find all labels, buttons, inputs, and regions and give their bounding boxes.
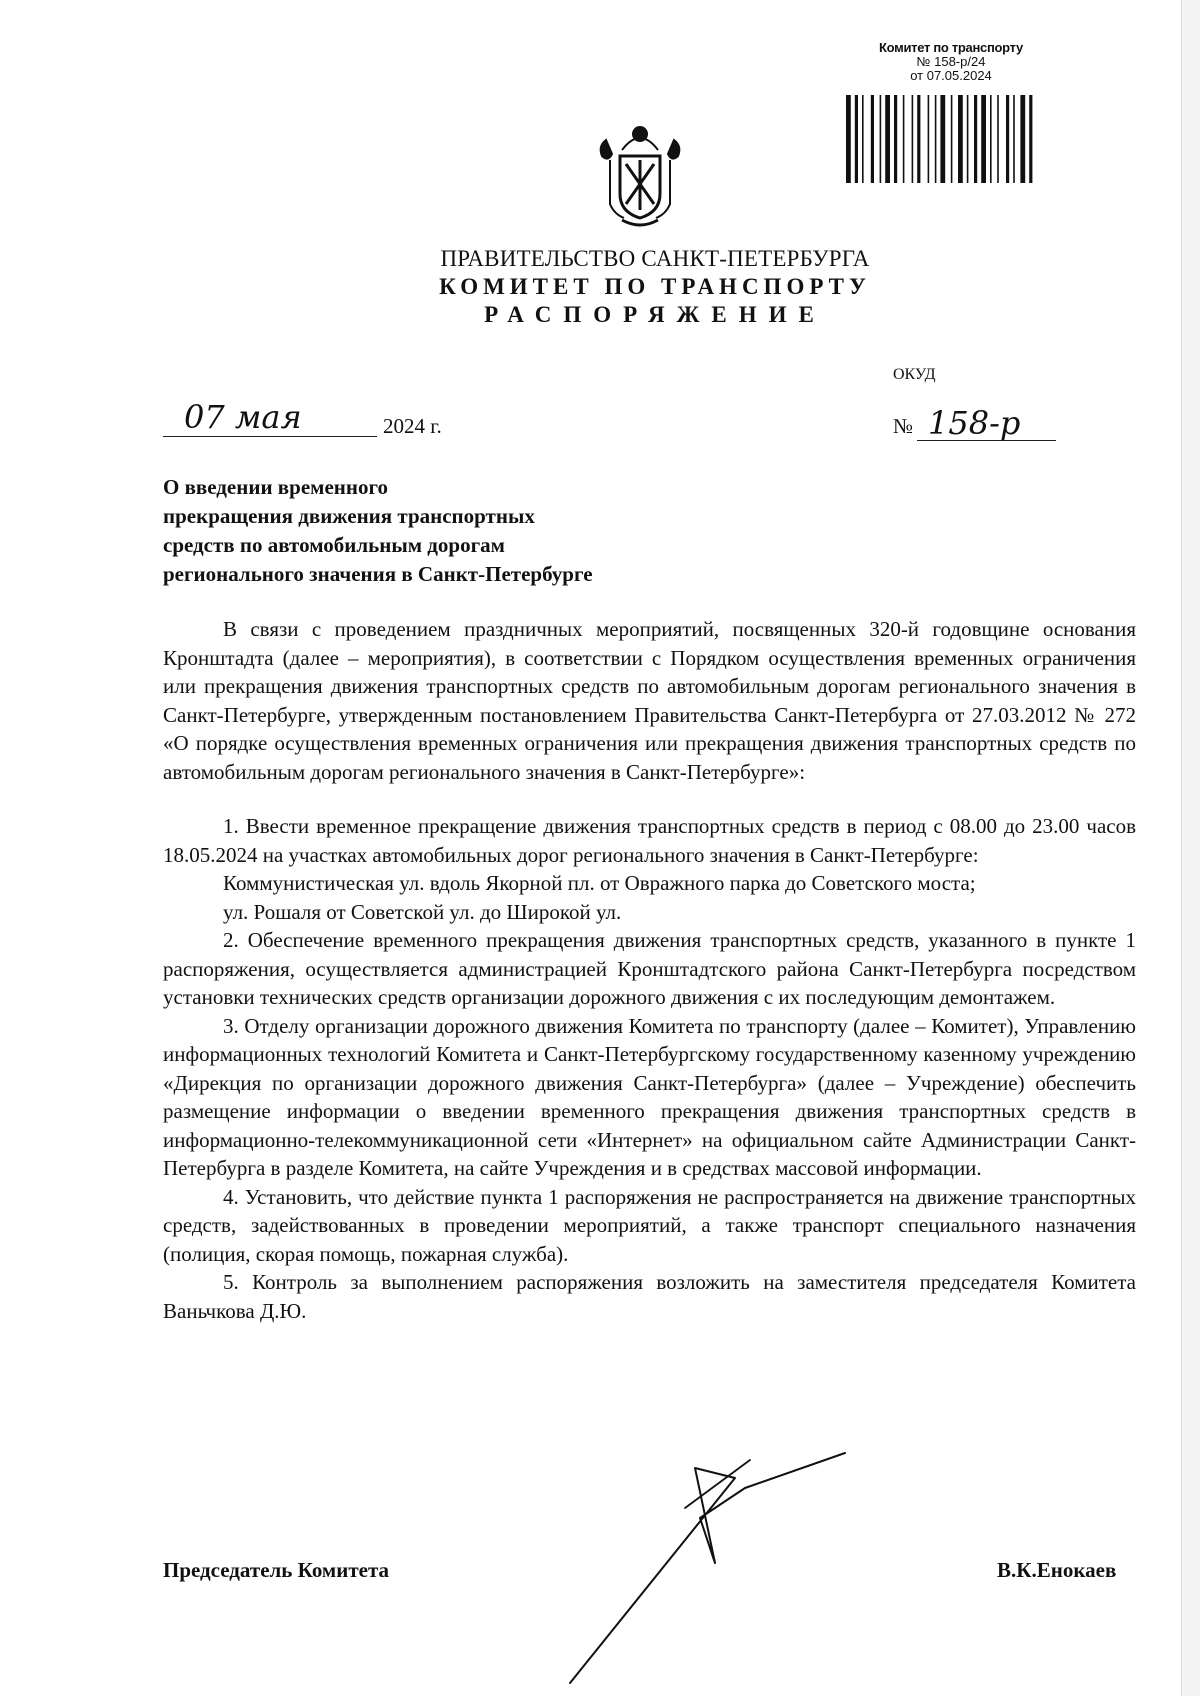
item-3-paragraph: 3. Отделу организации дорожного движения Комитета по транспорту (далее – Комитет), Управлению информационных технологий Комитета и Санкт-Петербургскому государственному казенному учреждению «Дирекция по организации дорожного движения Санкт-Петербурга» (далее – Учреждение) обеспечить размещение информации о введении временного прекращения движения транспортных средств в информационно-телекоммуникационной сети «Интернет» на официальном сайте Администрации Санкт-Петербурга в разделе Комитета, на сайте Учреждения и в средствах массовой информации. (163, 1013, 1136, 1180)
number-sign: № (893, 414, 914, 438)
svg-text:07 мая: 07 мая (184, 398, 302, 436)
document-type: РАСПОРЯЖЕНИЕ (484, 302, 826, 327)
committee-name: КОМИТЕТ ПО ТРАНСПОРТУ (439, 274, 871, 299)
title-line: регионального значения в Санкт-Петербурге (163, 562, 593, 586)
government-name: ПРАВИТЕЛЬСТВО САНКТ-ПЕТЕРБУРГА (440, 246, 870, 271)
item-5-paragraph: 5. Контроль за выполнением распоряжения возложить на заместителя председателя Комитета Ваньчкова Д.Ю. (163, 1270, 1136, 1323)
title-line: прекращения движения транспортных (163, 504, 535, 528)
item-1-paragraph: 1. Ввести временное прекращение движения транспортных средств в период с 08.00 до 23.00 часов 18.05.2024 на участках автомобильных дорог регионального значения в Санкт-Петербурге: (163, 814, 1136, 867)
stamp-number: № 158-р/24 (916, 54, 986, 69)
signatory-name: В.К.Енокаев (997, 1558, 1117, 1582)
coat-of-arms-icon (592, 120, 688, 230)
title-line: О введении временного (163, 475, 388, 499)
handwritten-date (184, 396, 354, 440)
handwritten-signature-icon (565, 1448, 865, 1688)
registration-stamp (846, 40, 1056, 83)
preamble-paragraph: В связи с проведением праздничных мероприятий, посвященных 320-й годовщине основания Кронштадта (далее – мероприятия), в соответствии с Порядком осуществления временных ограничения или прекращения движения транспортных средств по автомобильным дорогам регионального значения в Санкт-Петербурге, утвержденным постановлением Правительства Санкт-Петербурга от 27.03.2012 № 272 «О порядке осуществления временных ограничения или прекращения движения транспортных средств по автомобильным дорогам регионального значения в Санкт-Петербурге»: (163, 617, 1136, 784)
item-4-paragraph: 4. Установить, что действие пункта 1 распоряжения не распространяется на движение транспортных средств, задействованных в проведении мероприятий, а также транспорт специального назначения (полиция, скорая помощь, пожарная служба). (163, 1184, 1136, 1266)
document-title (163, 473, 723, 589)
street-1-paragraph: Коммунистическая ул. вдоль Якорной пл. от Овражного парка до Советского моста; (223, 871, 976, 895)
stamp-org: Комитет по транспорту (879, 40, 1023, 55)
street-2-paragraph: ул. Рошаля от Советской ул. до Широкой ул. (223, 899, 622, 924)
item-2-paragraph: 2. Обеспечение временного прекращения движения транспортных средств, указанного в пункте 1 распоряжения, осуществляется администрацией Кронштадтского района Санкт-Петербурга посредством установки технических средств организации дорожного движения с их последующим демонтажем. (163, 928, 1136, 1009)
stamp-date: от 07.05.2024 (910, 68, 992, 83)
handwritten-number (928, 400, 1048, 450)
title-line: средств по автомобильным дорогам (163, 533, 505, 557)
svg-text:158-р: 158-р (928, 404, 1021, 442)
signatory-position: Председатель Комитета (163, 1558, 390, 1582)
okud-label: ОКУД (893, 366, 936, 383)
document-body (163, 615, 1136, 1325)
date-year: 2024 г. (383, 414, 442, 438)
barcode-icon (846, 95, 1054, 183)
